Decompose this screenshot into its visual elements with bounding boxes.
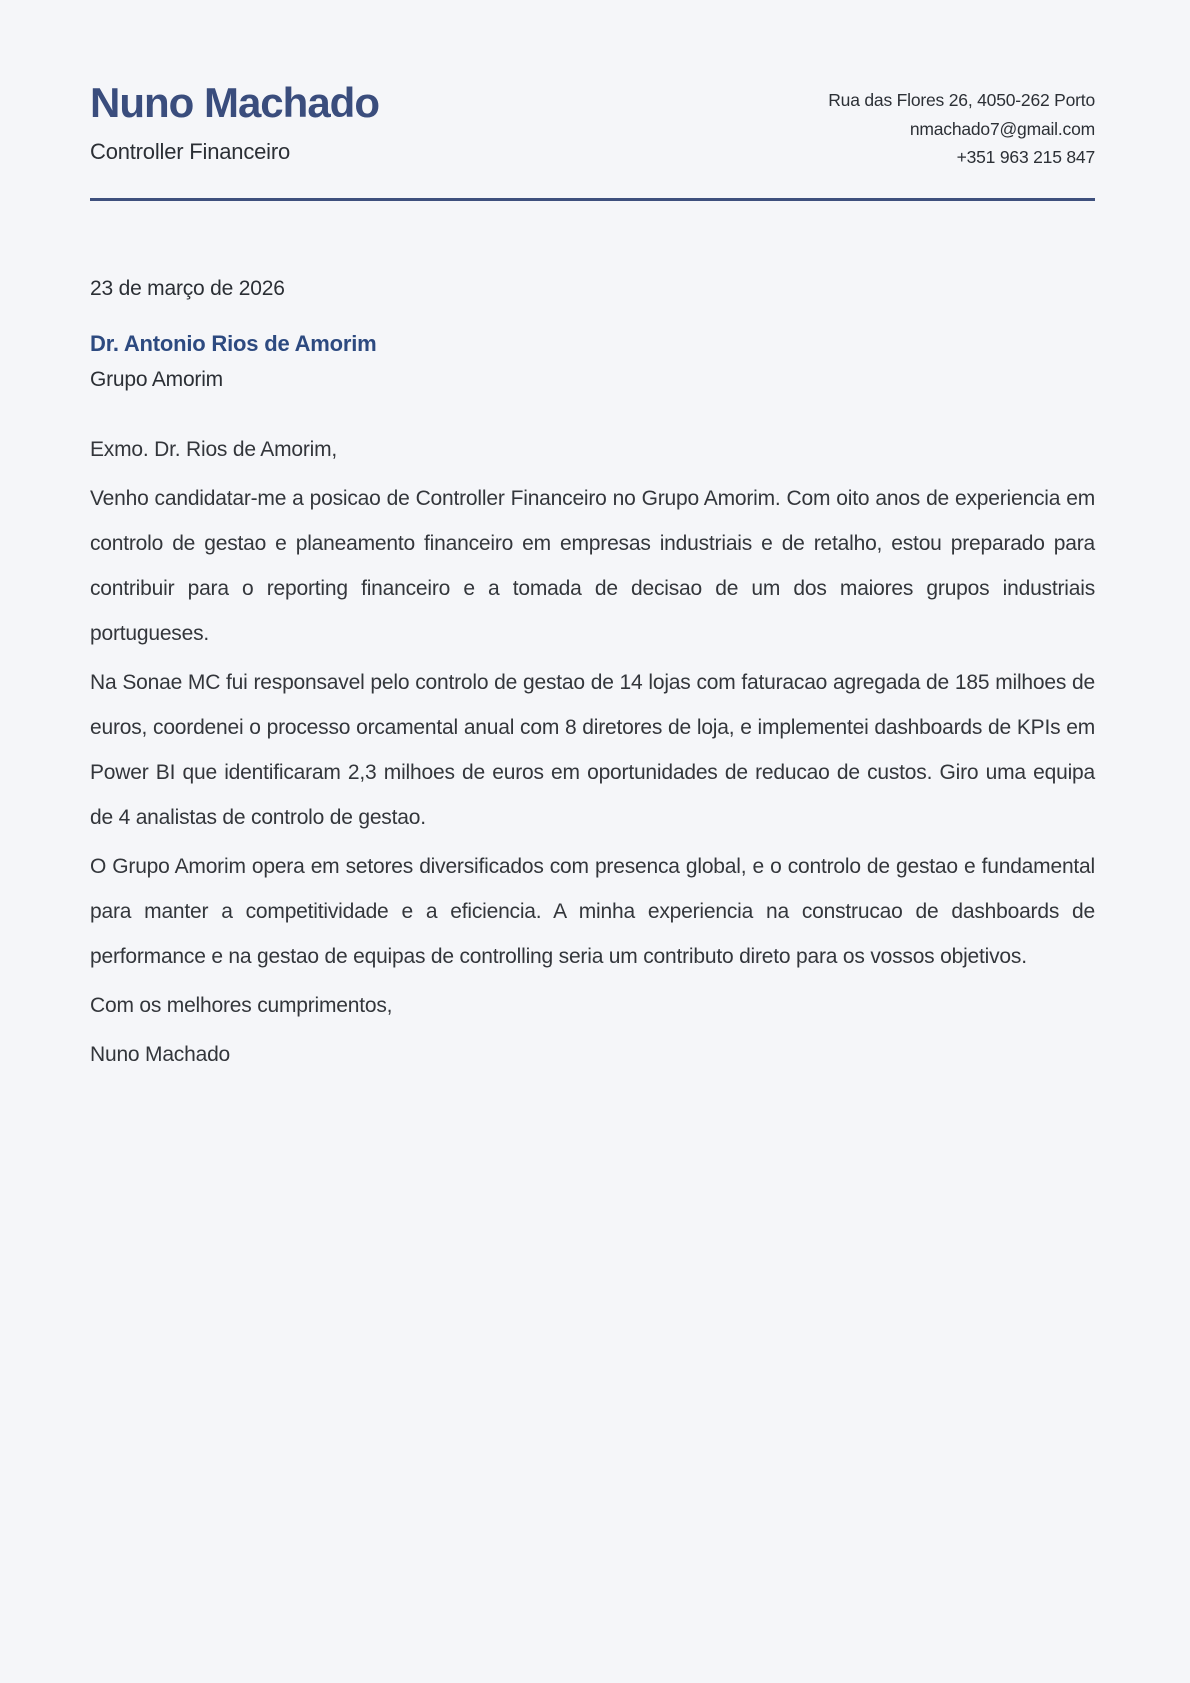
paragraph-3: O Grupo Amorim opera em setores diversificados com presenca global, e o controlo de gestao e fundamental para manter a competitividade e a eficiencia. A minha experiencia na construcao de dashboards de performance e na gestao de equipas de controlling seria um contributo direto para os vossos objetivos. — [90, 854, 1095, 968]
paragraph-2: Na Sonae MC fui responsavel pelo controlo de gestao de 14 lojas com faturacao agregada de 185 milhoes de euros, coordenei o processo orcamental anual com 8 diretores de loja, e implementei dashboards de KPIs em Power BI que identificaram 2,3 milhoes de euros em oportunidades de reducao de custos. Giro uma equipa de 4 analistas de controlo de gestao. — [90, 670, 1095, 829]
recipient-company: Grupo Amorim — [90, 367, 223, 391]
contact-email: nmachado7@gmail.com — [909, 118, 1095, 139]
page-title: Nuno Machado — [90, 79, 379, 126]
signature: Nuno Machado — [90, 1042, 231, 1066]
letter-date: 23 de março de 2026 — [90, 276, 285, 300]
recipient-block — [90, 331, 1095, 392]
closing: Com os melhores cumprimentos, — [90, 993, 393, 1017]
contact-phone: +351 963 215 847 — [956, 147, 1095, 167]
contact-info — [828, 82, 1095, 172]
job-title: Controller Financeiro — [90, 139, 290, 164]
letter-body — [90, 277, 1095, 1077]
paragraph-1: Venho candidatar-me a posicao de Controller Financeiro no Grupo Amorim. Com oito anos de experiencia em controlo de gestao e planeamento financeiro em empresas industriais e de retalho, estou preparado para contribuir para o reporting financeiro e a tomada de decisao de um dos maiores grupos industriais portugueses. — [90, 486, 1095, 645]
letter-paragraphs — [90, 427, 1095, 1077]
header-divider — [90, 198, 1095, 201]
salutation: Exmo. Dr. Rios de Amorim, — [90, 437, 338, 461]
contact-address: Rua das Flores 26, 4050-262 Porto — [828, 90, 1095, 110]
recipient-name: Dr. Antonio Rios de Amorim — [90, 330, 377, 356]
letter-header — [90, 79, 1095, 172]
header-identity — [90, 79, 379, 165]
